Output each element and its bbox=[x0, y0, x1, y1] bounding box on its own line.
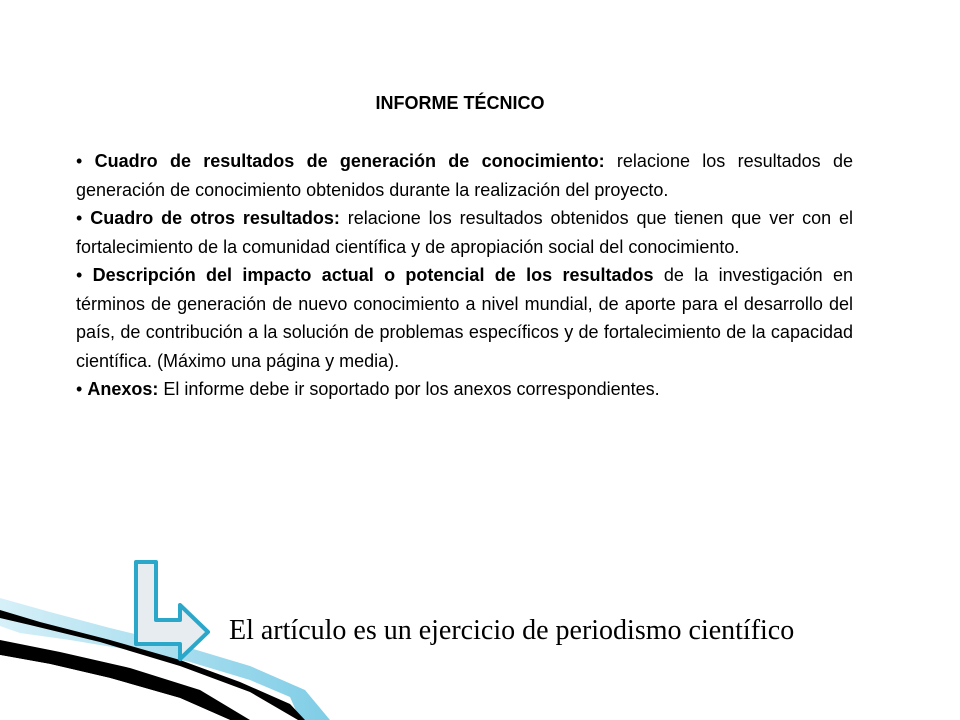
bullet: • bbox=[76, 208, 83, 228]
item-heading: Anexos: bbox=[87, 379, 159, 399]
item-text: relacione los resultados de generación de conocimiento obtenidos durante la realización del proyecto. bbox=[76, 151, 853, 200]
item-text: de la investigación en términos de generación de nuevo conocimiento a nivel mundial, de aporte para el desarrollo del país, de contribución a la solución de problemas específicos y de fortalecimiento de la capacidad científica. (Máximo una página y media). bbox=[76, 265, 853, 371]
page-title: INFORME TÉCNICO bbox=[375, 93, 545, 113]
item-heading: Descripción del impacto actual o potencial de los resultados bbox=[92, 265, 654, 285]
list-item bbox=[76, 147, 853, 204]
item-heading: Cuadro de otros resultados: bbox=[90, 208, 340, 228]
list-item bbox=[76, 375, 853, 404]
item-text: El informe debe ir soportado por los anexos correspondientes. bbox=[158, 379, 660, 399]
list-item bbox=[76, 204, 853, 261]
footer-caption: El artículo es un ejercicio de periodismo científico bbox=[229, 615, 795, 646]
bullet: • bbox=[76, 265, 83, 285]
bullet: • bbox=[76, 379, 83, 399]
bullet-list bbox=[76, 147, 853, 404]
item-text: relacione los resultados obtenidos que tienen que ver con el fortalecimiento de la comunidad científica y de apropiación social del conocimiento. bbox=[76, 208, 853, 257]
item-heading: Cuadro de resultados de generación de conocimiento: bbox=[94, 151, 605, 171]
arrow-icon bbox=[136, 562, 208, 659]
list-item bbox=[76, 261, 853, 375]
bullet: • bbox=[76, 151, 83, 171]
